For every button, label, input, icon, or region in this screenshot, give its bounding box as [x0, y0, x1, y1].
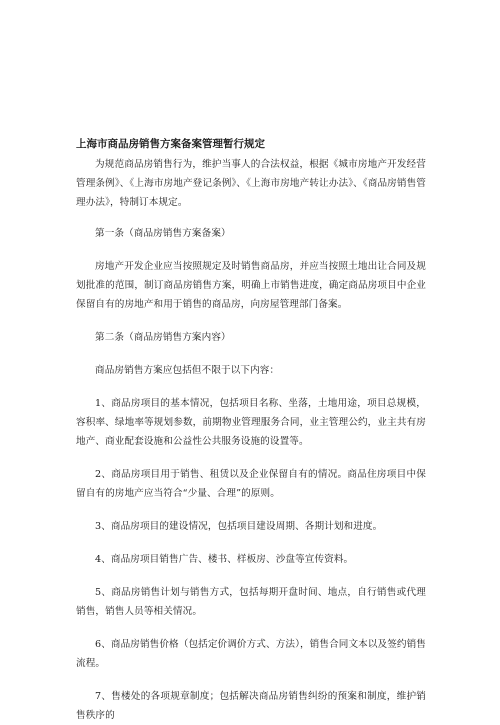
paragraph-spacer	[76, 503, 426, 517]
document-title: 上海市商品房销售方案备案管理暂行规定	[76, 138, 265, 150]
list-item-2: 2、商品房项目用于销售、租赁以及企业保留自有的情况。商品住房项目中保留自有的房地产应当符合“少量、合理”的原则。	[76, 469, 426, 499]
article-2-heading: 第二条（商品房销售方案内容）	[95, 332, 231, 343]
list-item-7: 7、售楼处的各项规章制度；包括解决商品房销售纠纷的预案和制度，维护销售秩序的	[76, 691, 426, 721]
list-item-3: 3、商品房项目的建设情况，包括项目建设周期、各期计划和进度。	[95, 521, 383, 532]
paragraph-spacer	[76, 212, 426, 224]
paragraph-spacer	[76, 347, 426, 361]
paragraph-spacer	[76, 380, 426, 394]
list-item-1: 1、商品房项目的基本情况，包括项目名称、坐落，土地用途，项目总规模，容积率、绿地率等规划参数，前期物业管理服务合同，业主管理公约，业主共有房地产、商业配套设施和公益性公共服务设施的设置等。	[76, 398, 426, 447]
paragraph-spacer	[76, 621, 426, 635]
paragraph-spacer	[76, 243, 426, 257]
paragraph-spacer	[76, 673, 426, 687]
article-2-intro: 商品房销售方案应包括但不限于以下内容：	[95, 365, 280, 376]
paragraph-spacer	[76, 314, 426, 328]
paragraph-spacer	[76, 536, 426, 550]
paragraph-spacer	[76, 451, 426, 465]
list-item-4: 4、商品房项目销售广告、楼书、样板房、沙盘等宣传资料。	[95, 554, 354, 565]
list-item-6: 6、商品房销售价格（包括定价调价方式、方法），销售合同文本以及签约销售流程。	[76, 639, 426, 669]
list-item-5: 5、商品房销售计划与销售方式，包括每期开盘时间、地点，自行销售或代理销售，销售人员等相关情况。	[76, 587, 426, 617]
article-1-heading: 第一条（商品房销售方案备案）	[95, 228, 231, 239]
paragraph-spacer	[76, 569, 426, 583]
preamble-paragraph: 为规范商品房销售行为，维护当事人的合法权益，根据《城市房地产开发经营管理条例》、《上海市房地产登记条例》、《上海市房地产转让办法》、《商品房销售管理办法》，特制订本规定。	[76, 159, 426, 208]
document-body	[76, 137, 426, 725]
article-1-body: 房地产开发企业应当按照规定及时销售商品房，并应当按照土地出让合同及规划批准的范围，制订商品房销售方案，明确上市销售进度，确定商品房项目中企业保留自有的房地产和用于销售的商品房，向房屋管理部门备案。	[76, 261, 426, 310]
